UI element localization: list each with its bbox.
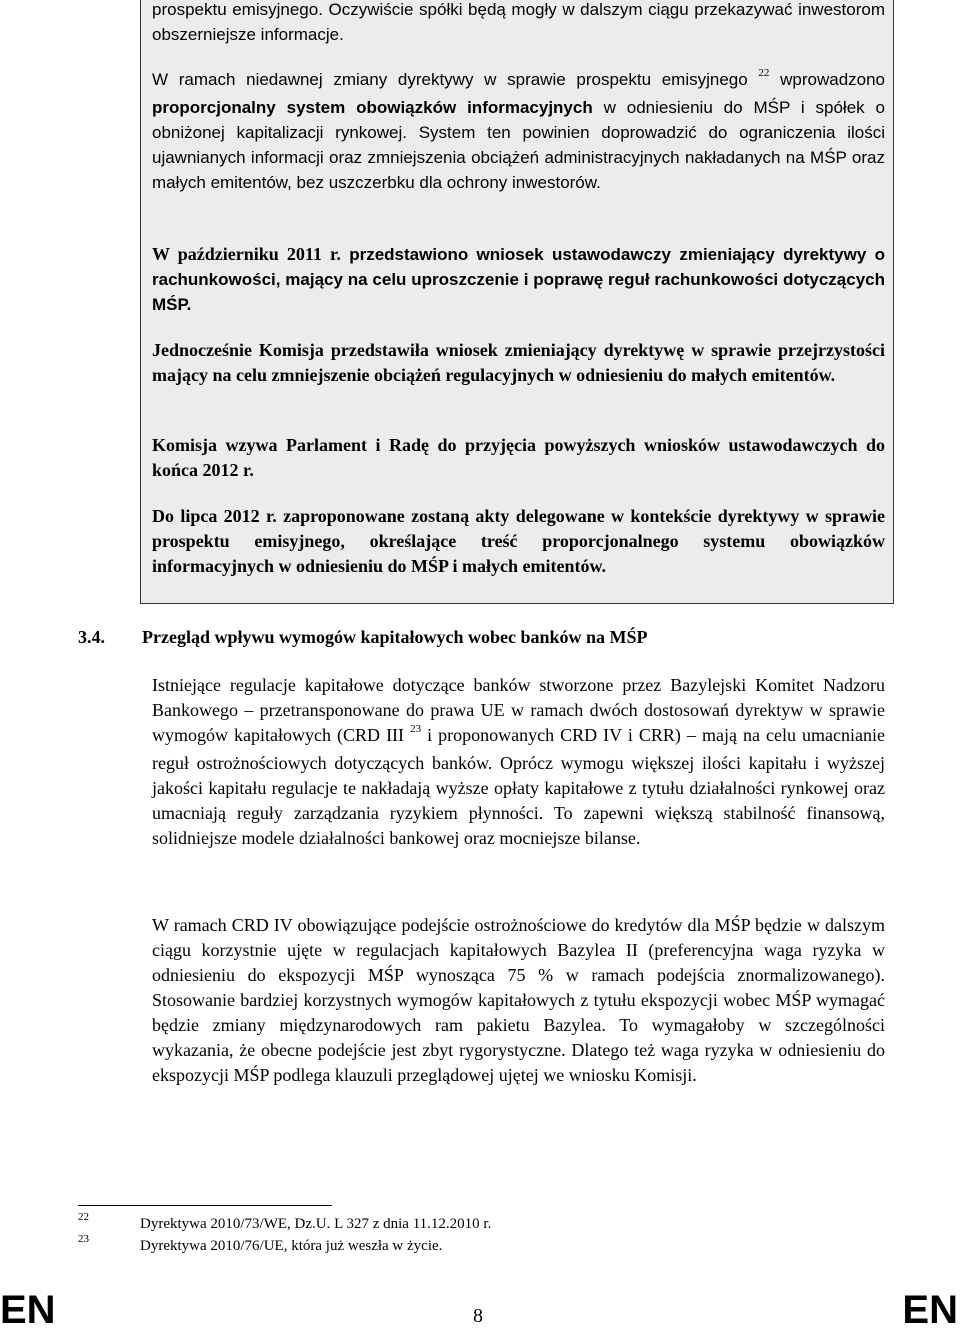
box-paragraph-4: Jednocześnie Komisja przedstawiła wniosek zmieniający dyrektywę w sprawie przejrzystości mający na celu zmniejszenie obciążeń regulacyjnych w odniesieniu do małych emitentów. xyxy=(152,340,885,385)
footnote-text: Dyrektywa 2010/73/WE, Dz.U. L 327 z dnia 11.12.2010 r. xyxy=(140,1216,492,1232)
section-number: 3.4. xyxy=(78,627,105,647)
footnote-text: Dyrektywa 2010/76/UE, która już weszła w życie. xyxy=(140,1238,443,1254)
language-label-left: EN xyxy=(0,1288,56,1332)
footnote-number: 22 xyxy=(78,1211,89,1223)
box-paragraph-2: W ramach niedawnej zmiany dyrektywy w sprawie prospektu emisyjnego $^{22}$ wprowadzono proporcjonalny system obowiązków informacyjnych w odniesieniu do MŚP i spółek o obniżonej kapitalizacji rynkowej. System ten powinien doprowadzić do ograniczenia ilości ujawnianych informacji oraz zmniejszenia obciążeń administracyjnych nakładanych na MŚP oraz małych emitentów, bez uszczerbku dla ochrony inwestorów. xyxy=(152,67,886,192)
footnote-number: 23 xyxy=(78,1233,89,1245)
box-paragraph-1: prospektu emisyjnego. Oczywiście spółki będą mogły w dalszym ciągu przekazywać inwestorom obszerniejsze informacje. xyxy=(152,0,885,44)
language-label-right: EN xyxy=(902,1288,958,1332)
page-number: 8 xyxy=(473,1305,483,1327)
box-paragraph-3: W październiku 2011 r. przedstawiono wniosek ustawodawczy zmieniający dyrektywy o rachunkowości, mający na celu uproszczenie i poprawę reguł rachunkowości dotyczących MŚP. xyxy=(152,244,885,314)
box-paragraph-6: Do lipca 2012 r. zaproponowane zostaną akty delegowane w kontekście dyrektywy w sprawie prospektu emisyjnego, określające treść proporcjonalnego systemu obowiązków informacyjnych w odniesieniu do MŚP i małych emitentów. xyxy=(152,506,885,576)
body-paragraph-1: Istniejące regulacje kapitałowe dotyczące banków stworzone przez Bazylejski Komitet Nadzoru Bankowego – przetransponowane do prawa UE w ramach dwóch dostosowań dyrektyw w sprawie wymogów kapitałowych (CRD III $^{23}$ i proponowanych CRD IV i CRR) – mają na celu umacnianie reguł ostrożnościowych dotyczących banków. Oprócz wymogu większej ilości kapitału i wyższej jakości kapitału regulacje te nakładają wyższe opłaty kapitałowe z tytułu działalności rynkowej oraz umacniają reguły zarządzania ryzykiem płynności. To zapewni większą stabilność finansową, solidniejsze modele działalności bankowej oraz mocniejsze bilanse. xyxy=(152,675,885,848)
footnote-ref-22[interactable]: 22 xyxy=(758,67,770,79)
body-paragraph-2: W ramach CRD IV obowiązujące podejście ostrożnościowe do kredytów dla MŚP będzie w dalszym ciągu korzystnie ujęte w regulacjach kapitałowych Bazylea II (preferencyjna waga ryzyka w odniesieniu do ekspozycji MŚP wynosząca 75 % w ramach podejścia znormalizowanego). Stosowanie bardziej korzystnych wymogów kapitałowych z tytułu ekspozycji wobec MŚP wymagać będzie zmiany międzynarodowych ram pakietu Bazylea. To wymagałoby w szczególności wykazania, że obecne podejście jest zbyt rygorystyczne. Dlatego też waga ryzyka w odniesieniu do ekspozycji MŚP podlega klauzuli przeglądowej ujętej we wniosku Komisji. xyxy=(152,915,885,1085)
section-title: Przegląd wpływu wymogów kapitałowych wobec banków na MŚP xyxy=(142,627,648,647)
footnote-divider xyxy=(78,1205,332,1206)
footnote-ref-23[interactable]: 23 xyxy=(410,723,422,735)
box-paragraph-5: Komisja wzywa Parlament i Radę do przyjęcia powyższych wniosków ustawodawczych do końca 2012 r. xyxy=(152,435,885,480)
